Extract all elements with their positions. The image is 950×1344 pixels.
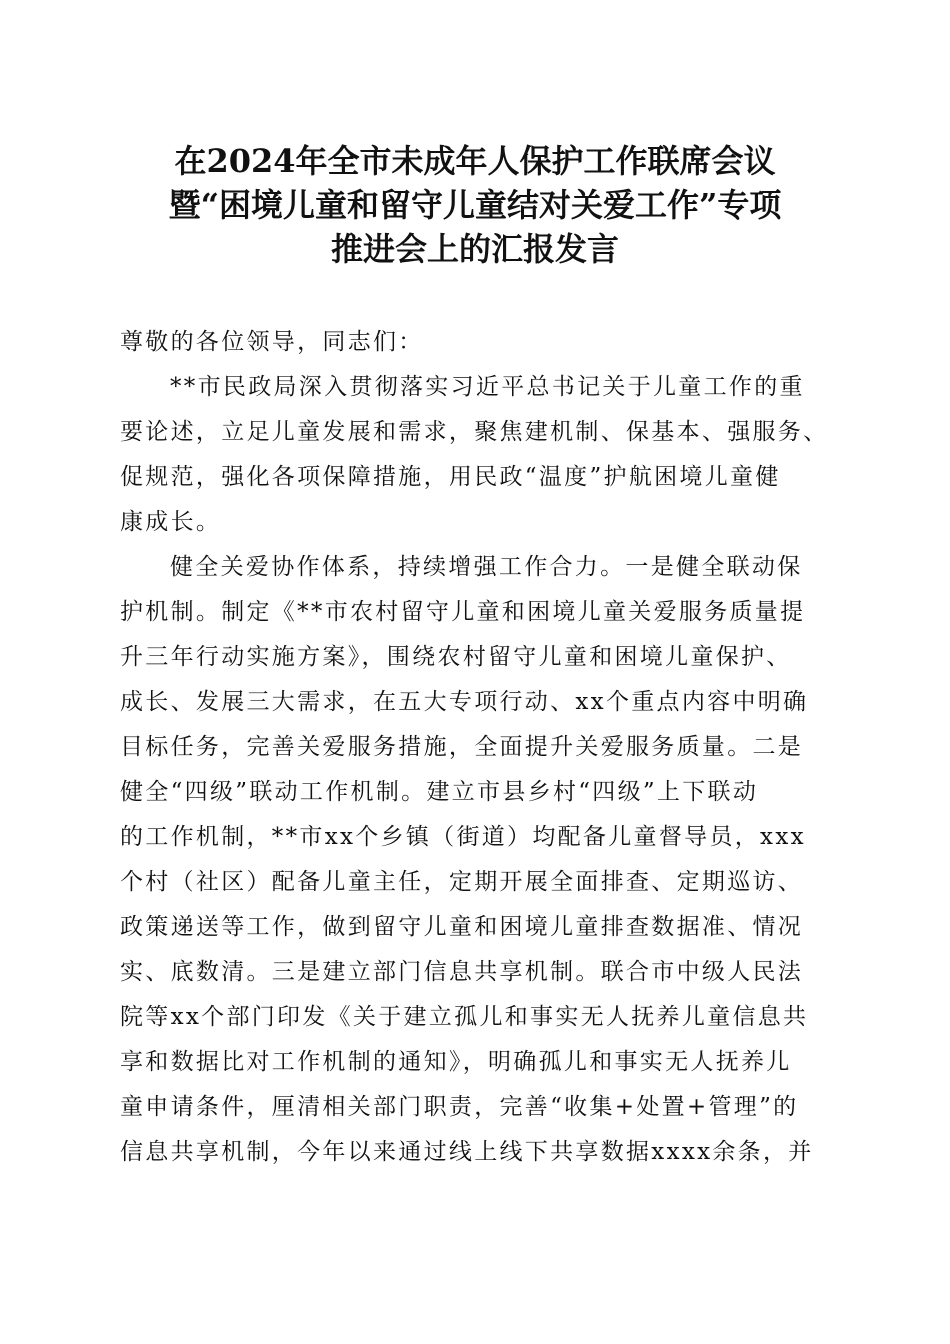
paragraph-line: 实、底数清。三是建立部门信息共享机制。联合市中级人民法: [120, 959, 804, 985]
paragraph-line: 享和数据比对工作机制的通知》，明确孤儿和事实无人抚养儿: [120, 1049, 792, 1075]
paragraph-line: 的工作机制，**市xx个乡镇（街道）均配备儿童督导员，xxx: [120, 824, 806, 850]
paragraph-line: 康成长。: [120, 509, 222, 535]
document-title-line-2: 暨“困境儿童和留守儿童结对关爱工作”专项: [168, 186, 782, 224]
paragraph-line: 要论述，立足儿童发展和需求，聚焦建机制、保基本、强服务、: [120, 419, 829, 445]
paragraph-line: 升三年行动实施方案》，围绕农村留守儿童和困境儿童保护、: [120, 644, 792, 670]
paragraph-line: 健全关爱协作体系，持续增强工作合力。一是健全联动保: [170, 554, 803, 580]
paragraph-line: 个村（社区）配备儿童主任，定期开展全面排查、定期巡访、: [120, 869, 804, 895]
paragraph-line: 促规范，强化各项保障措施，用民政“温度”护航困境儿童健: [120, 464, 781, 490]
document-title-line-1: 在2024年全市未成年人保护工作联席会议: [174, 142, 776, 180]
paragraph-line: 健全“四级”联动工作机制。建立市县乡村“四级”上下联动: [120, 779, 759, 805]
paragraph-line: 信息共享机制，今年以来通过线上线下共享数据xxxx余条，并: [120, 1139, 814, 1165]
paragraph-line: 院等xx个部门印发《关于建立孤儿和事实无人抚养儿童信息共: [120, 1004, 809, 1030]
paragraph-line: 成长、发展三大需求，在五大专项行动、xx个重点内容中明确: [120, 689, 809, 715]
salutation: 尊敬的各位领导，同志们：: [120, 329, 424, 355]
paragraph-line: 护机制。制定《**市农村留守儿童和困境儿童关爱服务质量提: [120, 599, 806, 625]
paragraph-line: 童申请条件，厘清相关部门职责，完善“收集+处置+管理”的: [120, 1094, 799, 1120]
document-title-line-3: 推进会上的汇报发言: [330, 230, 619, 268]
paragraph-line: 政策递送等工作，做到留守儿童和困境儿童排查数据准、情况: [120, 914, 804, 940]
paragraph-line: **市民政局深入贯彻落实习近平总书记关于儿童工作的重: [170, 374, 805, 400]
paragraph-line: 目标任务，完善关爱服务措施，全面提升关爱服务质量。二是: [120, 734, 804, 760]
